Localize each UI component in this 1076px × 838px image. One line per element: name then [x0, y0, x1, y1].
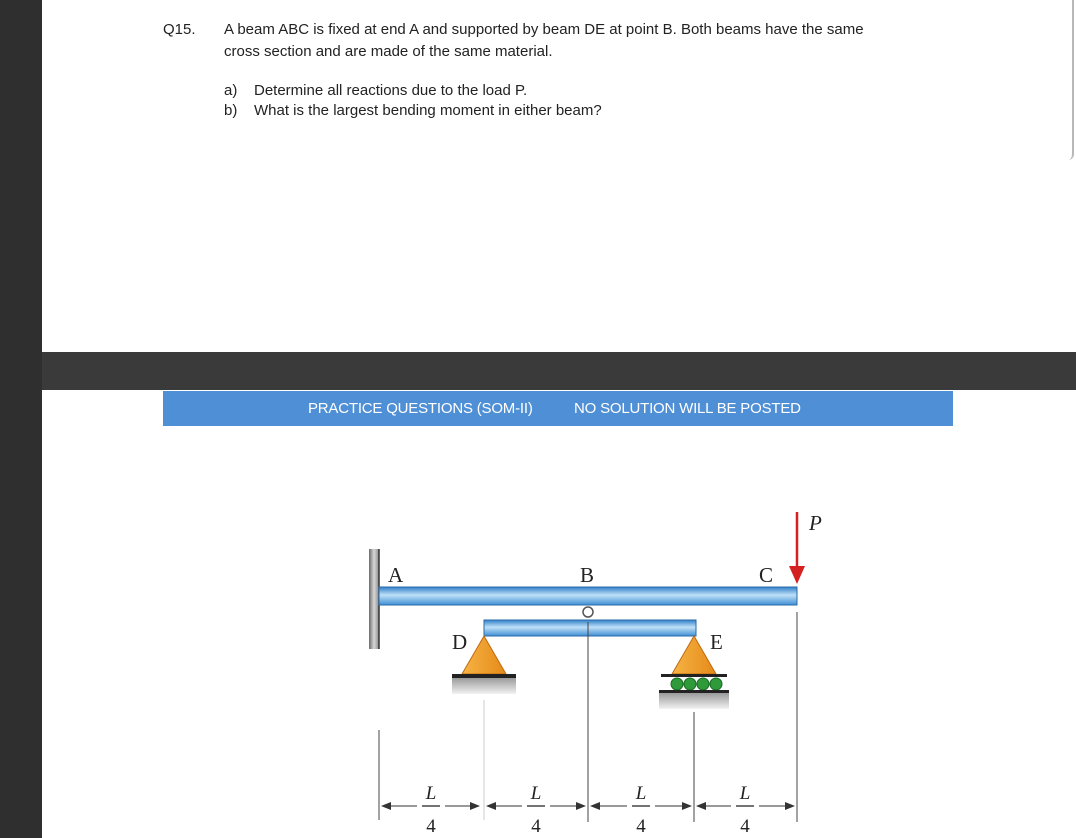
dim-4-numerator: L — [739, 783, 751, 804]
question-text-line-2: cross section and are made of the same material. — [224, 43, 553, 60]
label-p: P — [809, 511, 822, 535]
label-d: D — [452, 630, 468, 654]
roller-base-line — [659, 690, 729, 693]
question-text-line-1: A beam ABC is fixed at end A and supported by beam DE at point B. Both beams have the same — [224, 21, 864, 38]
roller-wheel-3 — [697, 678, 709, 690]
roller-wheel-2 — [684, 678, 696, 690]
banner-right-text: NO SOLUTION WILL BE POSTED — [574, 400, 801, 417]
label-a: A — [388, 563, 404, 587]
roller-wheel-4 — [710, 678, 722, 690]
beam-de — [484, 620, 696, 636]
part-b-text: What is the largest bending moment in either beam? — [254, 102, 602, 119]
dim-1-numerator: L — [425, 783, 437, 804]
beam-abc — [379, 587, 797, 605]
question-number: Q15. — [163, 21, 196, 38]
pin-support-d — [462, 636, 506, 674]
part-a-text: Determine all reactions due to the load P. — [254, 82, 528, 99]
dim-2-denominator: 4 — [531, 816, 541, 837]
dimension-segment-3 — [590, 783, 692, 837]
dimension-segment-1 — [381, 783, 480, 837]
label-b: B — [580, 563, 595, 587]
dimension-segment-4 — [696, 783, 795, 837]
banner-left-text: PRACTICE QUESTIONS (SOM-II) — [308, 400, 533, 417]
fixed-wall-support — [369, 549, 379, 649]
dim-4-denominator: 4 — [740, 816, 750, 837]
dim-1-denominator: 4 — [426, 816, 436, 837]
hinge-b — [583, 607, 593, 617]
load-arrow-head — [789, 566, 805, 584]
dim-3-denominator: 4 — [636, 816, 646, 837]
pin-base-line — [452, 674, 516, 678]
part-b-label: b) — [224, 102, 238, 119]
pin-ground — [452, 678, 516, 694]
label-e: E — [710, 630, 723, 654]
roller-ground — [659, 693, 729, 709]
dimension-segment-2 — [486, 783, 586, 837]
dim-2-numerator: L — [530, 783, 542, 804]
dim-3-numerator: L — [635, 783, 647, 804]
label-c: C — [759, 563, 774, 587]
roller-top-line — [661, 674, 727, 677]
part-a-label: a) — [224, 82, 238, 99]
roller-wheel-1 — [671, 678, 683, 690]
